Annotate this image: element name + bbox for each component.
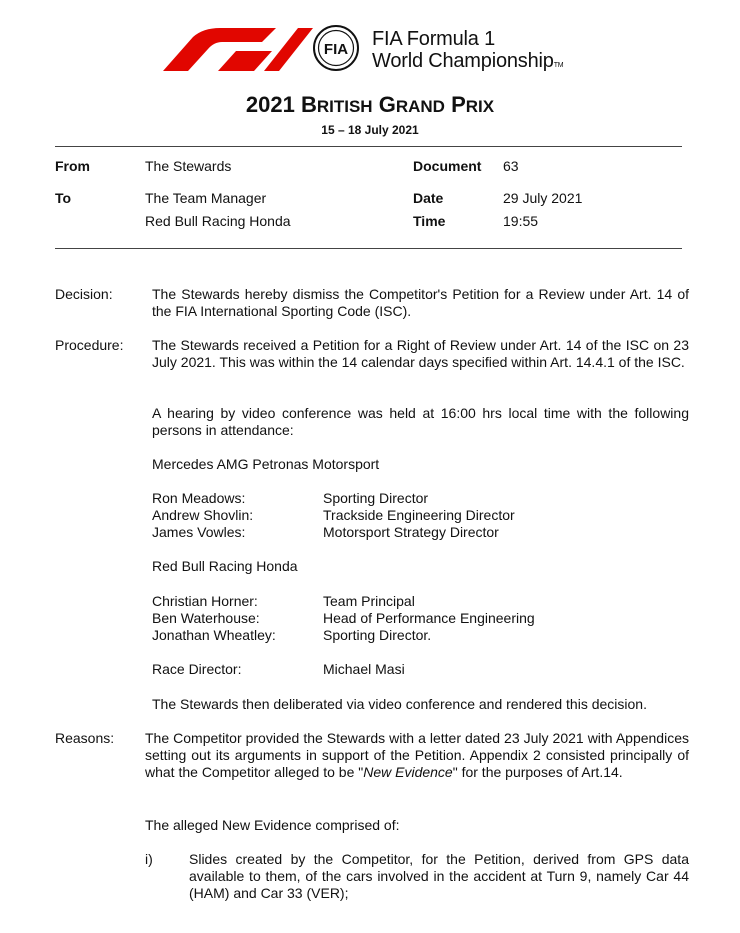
logo-line2: World ChampionshipTM — [372, 50, 564, 72]
hearing-text: A hearing by video conference was held at 16:00 hrs local time with the following persons in attendance: — [152, 405, 689, 438]
race-director-name: Michael Masi — [323, 661, 405, 677]
attendee-name: Ron Meadows: — [152, 490, 246, 506]
attendee-name: Ben Waterhouse: — [152, 610, 260, 626]
attendee-name: Christian Horner: — [152, 593, 258, 609]
f1-mark — [163, 28, 313, 71]
decision-label: Decision: — [55, 286, 113, 302]
divider-top — [55, 146, 682, 147]
logo-line1: FIA Formula 1 — [372, 28, 495, 50]
from-value: The Stewards — [145, 158, 232, 174]
list-item-marker: i) — [145, 851, 153, 867]
championship-logo-text — [372, 28, 563, 77]
attendee-role: Sporting Director — [323, 490, 429, 506]
to-value: The Team Manager — [145, 190, 267, 206]
list-item-text: Slides created by the Competitor, for the Petition, derived from GPS data available to them, of the cars involved in the accident at Turn 9, namely Car 44 (HAM) and Car 33 (VER); — [189, 851, 689, 901]
attendee-name: James Vowles: — [152, 524, 246, 540]
team1-name: Mercedes AMG Petronas Motorsport — [152, 456, 380, 472]
reasons-label: Reasons: — [55, 730, 115, 746]
attendee-role: Team Principal — [323, 593, 415, 609]
divider-bottom — [55, 248, 682, 249]
to-label: To — [55, 190, 72, 206]
attendee-role: Trackside Engineering Director — [323, 507, 515, 523]
new-evidence-emphasis: New Evidence — [363, 764, 453, 780]
alleged-text: The alleged New Evidence comprised of: — [145, 817, 400, 833]
fia-badge-text: FIA — [323, 41, 349, 58]
decision-text: The Stewards hereby dismiss the Competitor's Petition for a Review under Art. 14 of the FIA International Sporting Code (ISC). — [152, 286, 689, 319]
to-value-team: Red Bull Racing Honda — [145, 213, 291, 229]
attendee-role: Sporting Director. — [323, 627, 432, 643]
deliberation-text: The Stewards then deliberated via video conference and rendered this decision. — [152, 696, 647, 712]
reasons-text: The Competitor provided the Stewards with a letter dated 23 July 2021 with Appendices setting out its arguments in support of the Petition. Appendix 2 consisted principally of what the Competitor alleged to be "New Evidence" for the purposes of Art.14. — [145, 730, 689, 780]
attendee-role: Motorsport Strategy Director — [323, 524, 499, 540]
procedure-text: The Stewards received a Petition for a Right of Review under Art. 14 of the ISC on 23 July 2021. This was within the 14 calendar days specified within Art. 14.4.1 of the ISC. — [152, 337, 689, 370]
attendee-name: Andrew Shovlin: — [152, 507, 254, 523]
trademark-mark: TM — [553, 62, 564, 69]
attendee-role: Head of Performance Engineering — [323, 610, 535, 626]
page-title: 2021 BRITISH GRAND PRIX — [245, 92, 495, 117]
attendee-name: Jonathan Wheatley: — [152, 627, 276, 643]
time-value: 19:55 — [503, 213, 539, 229]
fia-badge-icon — [314, 26, 358, 70]
race-director-label: Race Director: — [152, 661, 242, 677]
document-label: Document — [413, 158, 482, 174]
event-dates: 15 – 18 July 2021 — [321, 123, 419, 137]
team2-name: Red Bull Racing Honda — [152, 558, 298, 574]
date-value: 29 July 2021 — [503, 190, 583, 206]
procedure-label: Procedure: — [55, 337, 124, 353]
document-value: 63 — [503, 158, 519, 174]
date-label: Date — [413, 190, 444, 206]
time-label: Time — [413, 213, 446, 229]
from-label: From — [55, 158, 90, 174]
